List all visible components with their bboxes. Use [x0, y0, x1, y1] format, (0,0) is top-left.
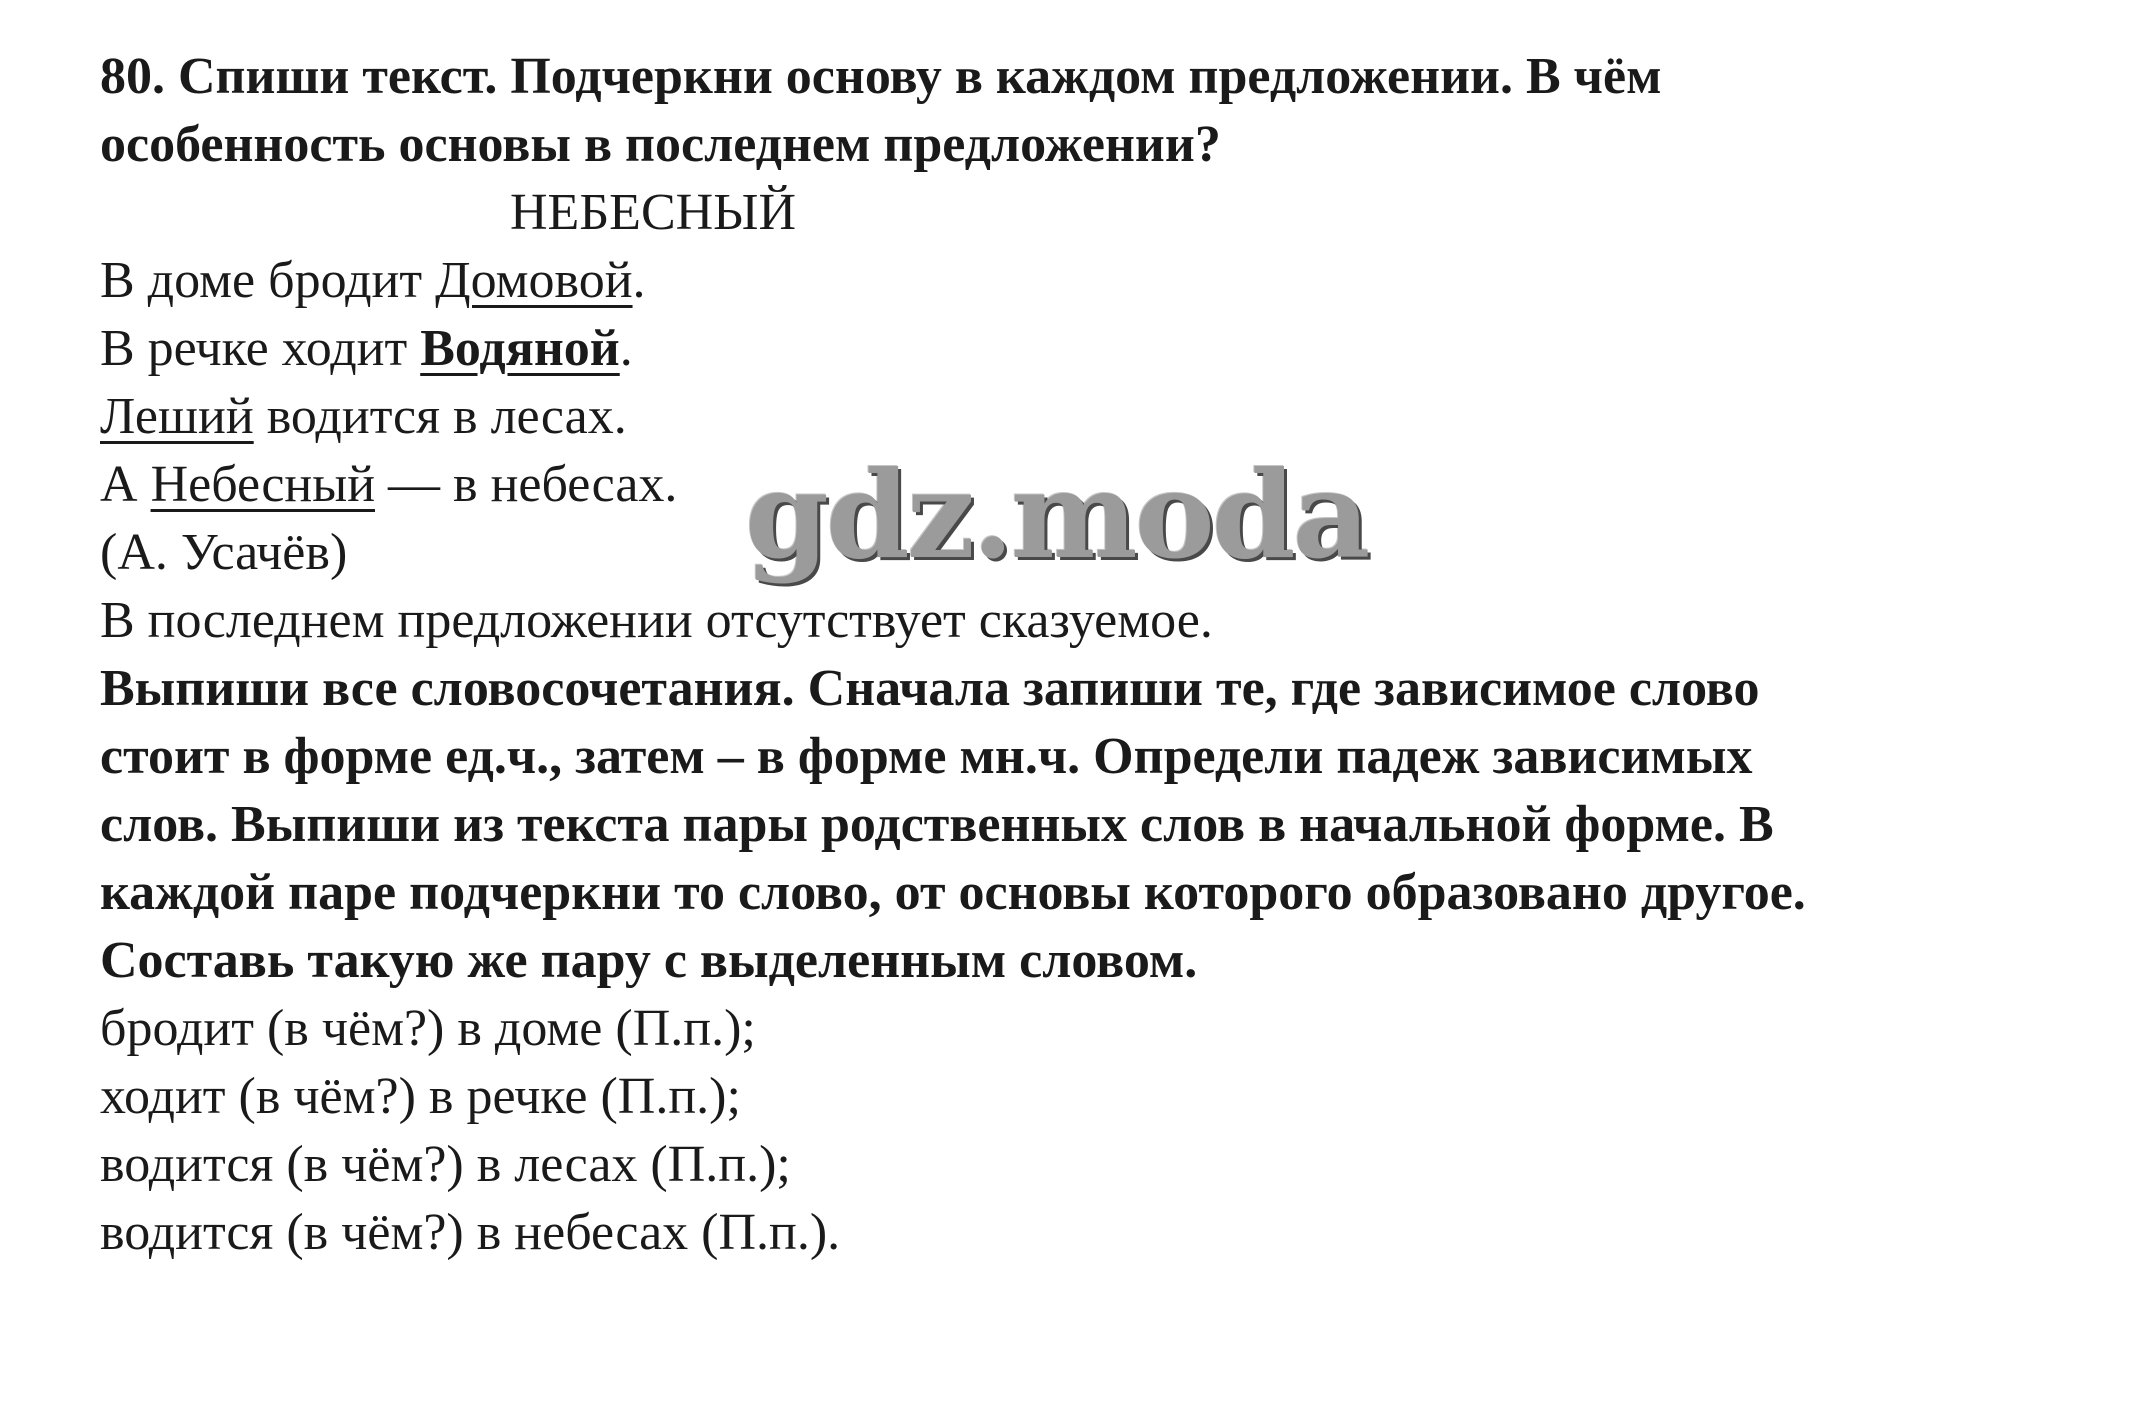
underlined-subject: Леший — [100, 388, 254, 445]
underlined-bold-subject: Водяной — [420, 320, 620, 377]
poem-line-1 — [100, 248, 646, 314]
task2-line-4: каждой паре подчеркни то слово, от основы которого образовано другое. — [100, 864, 1806, 921]
poem-line-4-text: А — [100, 456, 151, 513]
underlined-subject: Небесный — [150, 456, 376, 513]
poem-author: (А. Усачёв) — [100, 524, 348, 581]
poem-line-3 — [100, 384, 627, 450]
poem-line-4 — [100, 452, 677, 518]
watermark-logo: gdz.moda — [745, 445, 1368, 586]
task-heading-line-1: 80. Спиши текст. Подчеркни основу в каждом предложении. В чём — [100, 48, 1662, 105]
poem-line-2 — [100, 316, 633, 382]
task2-line-5: Составь такую же пару с выделенным словом. — [100, 932, 1198, 989]
underlined-subject: Домовой — [435, 252, 633, 309]
poem-line-1-end: . — [632, 252, 646, 309]
poem-line-1-text: В доме бродит — [100, 252, 436, 309]
poem-line-2-text: В речке ходит — [100, 320, 421, 377]
poem-line-3-text: водится в лесах. — [253, 388, 627, 445]
answer-item: водится (в чём?) в небесах (П.п.). — [100, 1204, 841, 1261]
task2-line-1: Выпиши все словосочетания. Сначала запиши те, где зависимое слово — [100, 660, 1760, 717]
poem-title: НЕБЕСНЫЙ — [510, 184, 797, 241]
task2-line-2: стоит в форме ед.ч., затем – в форме мн.ч. Определи падеж зависимых — [100, 728, 1753, 785]
answer-item: ходит (в чём?) в речке (П.п.); — [100, 1068, 741, 1125]
task-heading-line-2: особенность основы в последнем предложении? — [100, 116, 1221, 173]
task2-line-3: слов. Выпиши из текста пары родственных слов в начальной форме. В — [100, 796, 1774, 853]
poem-line-4-end: — в небесах. — [375, 456, 678, 513]
answer-item: бродит (в чём?) в доме (П.п.); — [100, 1000, 756, 1057]
poem-line-2-end: . — [619, 320, 633, 377]
answer-line: В последнем предложении отсутствует сказуемое. — [100, 592, 1213, 649]
answer-item: водится (в чём?) в лесах (П.п.); — [100, 1136, 791, 1193]
